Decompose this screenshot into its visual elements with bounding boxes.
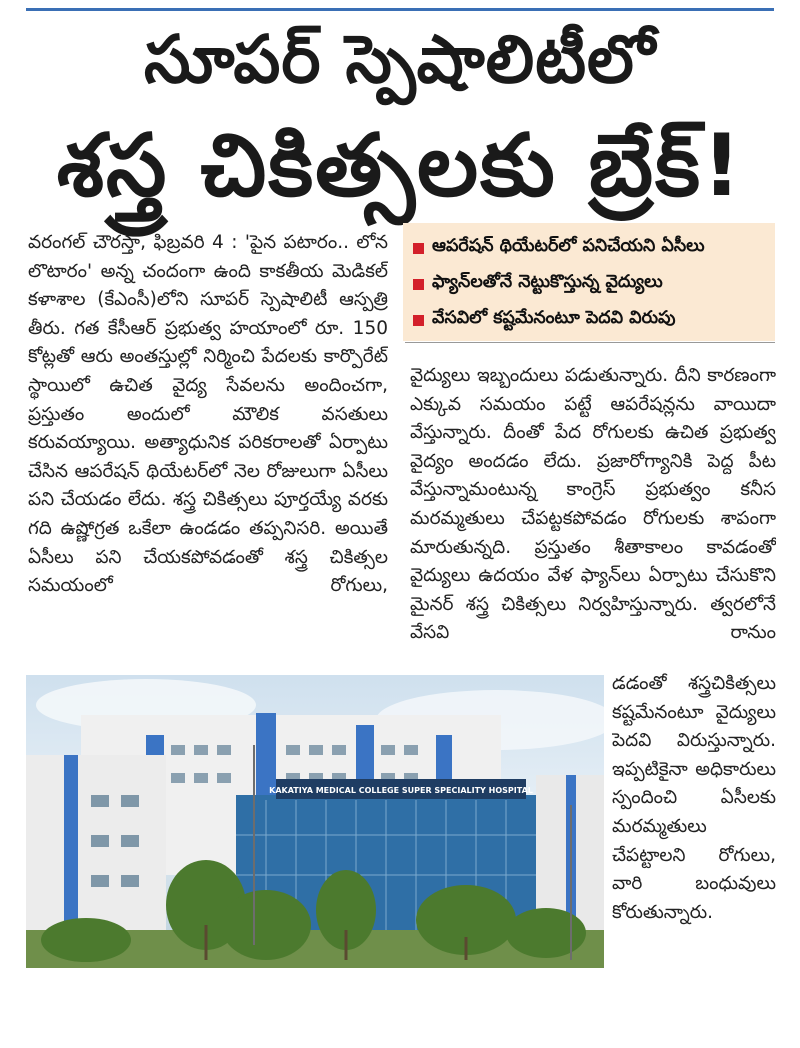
highlight-item (413, 231, 769, 265)
top-rule (26, 8, 774, 11)
highlights-divider (405, 342, 775, 343)
headline-line-1: సూపర్ స్పెషాలిటీలో (144, 21, 656, 98)
highlight-item (413, 303, 769, 337)
highlight-text: ఫ్యాన్‌లతోనే నెట్టుకొస్తున్న వైద్యులు (432, 272, 663, 292)
highlight-text: వేసవిలో కష్టమేనంటూ పెదవి విరుపు (432, 308, 676, 328)
hospital-photo (26, 675, 604, 968)
hospital-sign-text: KAKATIYA MEDICAL COLLEGE SUPER SPECIALITY HOSPITAL (269, 786, 533, 795)
article-right-column: వైద్యులు ఇబ్బందులు పడుతున్నారు. దీని కారణంగా ఎక్కువ సమయం పట్టే ఆపరేషన్లను వాయిదా వేస్తున్నారు. దీంతో పేద రోగులకు ఉచిత ప్రభుత్వ వైద్యం అందడం లేదు. ప్రజారోగ్యానికి పెద్ద పీట వేస్తున్నామంటున్న కాంగ్రెస్ ప్రభుత్వం కనీస మరమ్మతులు చేపట్టకపోవడం రోగులకు శాపంగా మారుతున్నది. ప్రస్తుతం శీతాకాలం కావడంతో వైద్యులు ఉదయం వేళ ఫ్యాన్‌లు ఏర్పాటు చేసుకొని మైనర్ శస్త్ర చికిత్సలు నిర్వహిస్తున్నారు. త్వరలోనే వేసవి రానుం (410, 365, 776, 644)
highlights-box (403, 223, 775, 341)
red-square-bullet-icon (413, 279, 424, 290)
highlight-item (413, 267, 769, 301)
red-square-bullet-icon (413, 243, 424, 254)
headline-line-2: శస్త్ర చికిత్సలకు బ్రేక్! (56, 116, 744, 216)
highlight-text: ఆపరేషన్ థియేటర్‌లో పనిచేయని ఏసీలు (432, 236, 705, 256)
red-square-bullet-icon (413, 315, 424, 326)
article-left-column: వరంగల్ చౌరస్తా, ఫిబ్రవరి 4 : 'పైన పటారం.. లోన లొటారం' అన్న చందంగా ఉంది కాకతీయ మెడికల్ కళాశాల (కేఎంసీ)లోని సూపర్ స్పెషాలిటీ ఆస్పత్రి తీరు. గత కేసీఆర్ ప్రభుత్వ హయాంలో రూ. 150 కోట్లతో ఆరు అంతస్తుల్లో నిర్మించి పేదలకు కార్పొరేట్ స్థాయిలో ఉచిత వైద్య సేవలను అందించగా, ప్రస్తుతం అందులో మౌలిక వసతులు కరువయ్యాయి. అత్యాధునిక పరికరాలతో ఏర్పాటు చేసిన ఆపరేషన్ థియేటర్‌లో నెల రోజులుగా ఏసీలు పని చేయడం లేదు. శస్త్ర చికిత్సలు పూర్తయ్యే వరకు గది ఉష్ణోగ్రత ఒకేలా ఉండడం తప్పనిసరి. అయితే ఏసీలు పని చేయకపోవడంతో శస్త్ర చికిత్సల సమయంలో రోగులు, (28, 232, 388, 597)
article-right-narrow-column: డడంతో శస్త్రచికిత్సలు కష్టమేనంటూ వైద్యులు పెదవి విరుస్తున్నారు. ఇప్పటికైనా అధికారులు స్పందించి ఏసీలకు మరమ్మతులు చేపట్టాలని రోగులు, వారి బంధువులు కోరుతున్నారు. (612, 673, 776, 923)
